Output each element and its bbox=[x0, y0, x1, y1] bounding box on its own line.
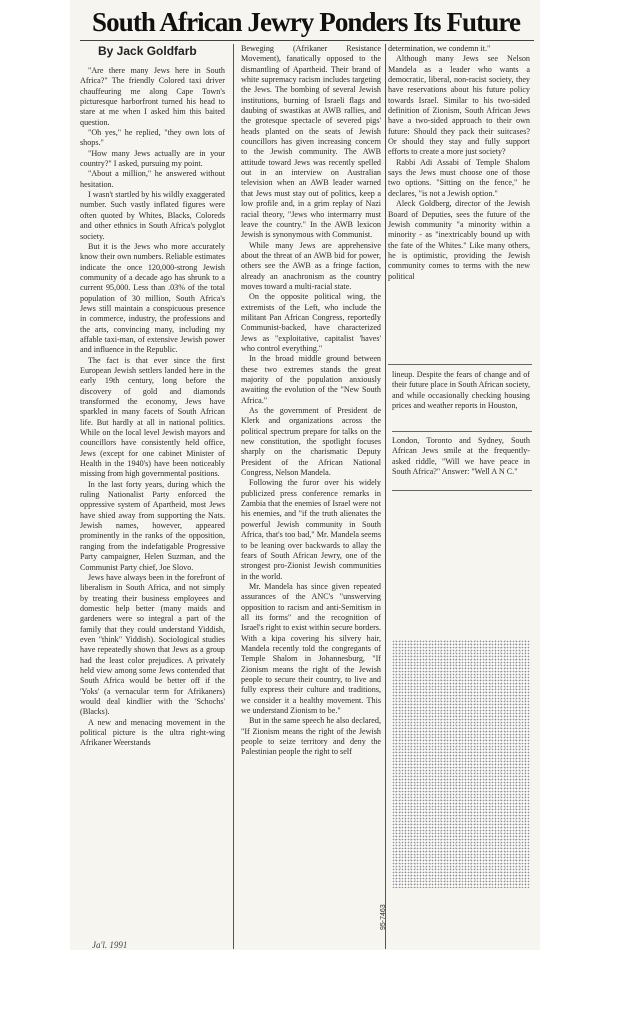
paragraph: "Oh yes," he replied, "they own lots of shops." bbox=[80, 128, 225, 148]
faded-photo-halftone bbox=[392, 640, 530, 888]
paragraph: Beweging (Afrikaner Resistance Movement), fanatically opposed to the dismantling of Apartheid. Their brand of white supremacy racism includes targeting the Jews. The bombing of several Jewish institutions, burning of Israeli flags and daubing of swastikas at AWB rallies, and the grotesque spectacle of severed pigs' heads planted on the seats of Jewish councillors has given increasing concern to the Jewish community. The AWB attitude toward Jews was recently spelled out in an interview on Australian television when an AWB leader warned that Jews must stay out of politics, keep a low profile and, in a grim replay of Nazi racial theory, "Jews who intermarry must leave the country." In the AWB lexicon Jewish is synonymous with Communist. bbox=[241, 44, 381, 240]
paragraph: Although many Jews see Nelson Mandela as a leader who wants a democratic, liberal, non-racist society, they have reservations about his future policy towards Israel. Similar to his two-sided definition of Zionism, South African Jews have a two-sided approach to their own future: Should they pack their suitcases? Or should they stay and fully support efforts to create a more just society? bbox=[388, 54, 530, 157]
section-rule bbox=[392, 490, 532, 491]
paragraph: Rabbi Adi Assabi of Temple Shalom says the Jews must choose one of those two options. "Sitting on the fence," he declares, "is not a Jewish option." bbox=[388, 157, 530, 198]
column-divider-1 bbox=[233, 44, 234, 949]
paragraph: "About a million," he answered without hesitation. bbox=[80, 169, 225, 189]
column-divider-2 bbox=[385, 44, 386, 949]
paragraph: "How many Jews actually are in your country?" I asked, pursuing my point. bbox=[80, 148, 225, 169]
paragraph: While many Jews are apprehensive about the threat of an AWB bid for power, others see the AWB as a fringe faction, already an anachronism as the country moves toward a multi-racial state. bbox=[241, 240, 381, 291]
column-1 bbox=[80, 66, 225, 946]
paragraph: I wasn't startled by his wildly exaggerated number. Such vastly inflated figures were often quoted by Whites, Blacks, Coloreds and other ethnics in South Africa's polyglot society. bbox=[80, 190, 225, 241]
section-rule bbox=[388, 364, 532, 365]
paragraph: determination, we condemn it." bbox=[388, 44, 491, 53]
section-rule bbox=[392, 431, 532, 432]
column-3-top bbox=[388, 44, 530, 362]
paragraph: A new and menacing movement in the political picture is the ultra right-wing Afrikaner Weerstands bbox=[80, 717, 225, 748]
side-stamp: 95-7463 bbox=[380, 904, 387, 930]
headline-rule bbox=[80, 40, 534, 41]
byline: By Jack Goldfarb bbox=[98, 44, 197, 58]
column-2 bbox=[241, 44, 381, 946]
column-3-riddle bbox=[392, 436, 530, 486]
paragraph: But in the same speech he also declared, "If Zionism means the right of the Jewish people to seize territory and deny the Palestinian people the right to self bbox=[241, 716, 381, 757]
paragraph: lineup. Despite the fears of change and of their future place in South African society, and while occasionally checking housing prices and weather reports in Houston, bbox=[392, 370, 530, 411]
headline: South African Jewry Ponders Its Future bbox=[92, 7, 521, 37]
paragraph: On the opposite political wing, the extremists of the Left, who include the militant Pan African Congress, reportedly Communist-backed, have characterized Jews as "exploitative, capitalist 'haves' who control everything." bbox=[241, 292, 381, 353]
paragraph: As the government of President de Klerk and organizations across the political spectrum prepare for talks on the new constitution, the spotlight focuses sharply on the charismatic Deputy President of the African National Congress, Nelson Mandela. bbox=[241, 406, 381, 478]
paragraph: "Are there many Jews here in South Africa?" The friendly Colored taxi driver chauffeuring me along Cape Town's picturesque harborfront turned his head to stare at me when I asked him this baited question. bbox=[80, 66, 225, 127]
paragraph: In the broad middle ground between these two extremes stands the great majority of the population anxiously awaiting the evolution of the "New South Africa." bbox=[241, 354, 381, 405]
paragraph: Aleck Goldberg, director of the Jewish Board of Deputies, sees the future of the Jewish community "a minority within a minority - as "inextricably bound up with the fate of the Whites." Like many others, he is optimistic, providing the Jewish community comes to terms with the new political bbox=[388, 199, 530, 281]
paragraph: Following the furor over his widely publicized press conference remarks in Zambia that the enemies of Israel were not his enemies, and "if the truth alienates the powerful Jewish community in South Africa, that's too bad," Mr. Mandela seems to be leaning over backwards to allay the fears of South African Jewry, one of the strongest pro-Zionist Jewish communities in the world. bbox=[241, 478, 381, 581]
paragraph: In the last forty years, during which the ruling Nationalist Party enforced the oppressive system of Apartheid, most Jews have shied away from supporting the Nats. Jewish names, however, appeared prominently in the ranks of the opposition, ranging from the indefatigable Progressive Party campaigner, Helen Suzman, and the Communist Party chief, Joe Slovo. bbox=[80, 479, 225, 572]
paragraph: The fact is that ever since the first European Jewish settlers landed here in the early 19th century, long before the discovery of gold and diamonds transformed the economy, Jews have sparkled in many facets of South African life. But hardly at all in national politics. While on the local level Jewish mayors and councillors have consistently held office, Jews (except for one cabinet Minister of Health in the 1940's) have been noticeably missing from high governmental positions. bbox=[80, 355, 225, 479]
handwritten-date-note: Ja'l. 1991 bbox=[92, 940, 128, 950]
paragraph: But it is the Jews who more accurately know their own numbers. Reliable estimates indicate the once 120,000-strong Jewish community of a decade ago has shrunk to a current 95,000. Less than .03% of the total population of 30 million, South Africa's Jews still maintain a conspicuous presence in commerce, industry, the professions and the arts, convincing many, including my affable taxi-man, of extensive Jewish power and influence in the Republic. bbox=[80, 241, 225, 355]
paragraph: Mr. Mandela has since given repeated assurances of the ANC's "unswerving opposition to racism and anti-Semitism in all its forms" and the recognition of Israel's right to exist within secure borders. With a kipa covering his silvery hair, Mandela recently told the congregants of Temple Shalom in Johannesburg, "If Zionism means the right of the Jewish people to secure their country, to live and fully express their culture and traditions, we consider it a healthy movement. This we understand Zionism to be." bbox=[241, 581, 381, 715]
paragraph: London, Toronto and Sydney, South African Jews smile at the frequently-asked riddle, "Will we have peace in South Africa?" Answer: "Well A N C." bbox=[392, 436, 530, 477]
column-3-continuation bbox=[392, 370, 530, 428]
paragraph: Jews have always been in the forefront of liberalism in South Africa, and not simply by treating their business employees and domestic help better (many maids and gardeners were so integral a part of the family that they could understand Yiddish, even "think" Yiddish). Sociological studies have repeatedly shown that Jews as a group had the least color prejudices. A privately held view among some Jews contended that South Africa would be better off if the 'Yoks' (a vernacular term for Afrikaners) would deal kindlier with the 'Schochs' (Blacks). bbox=[80, 572, 225, 717]
